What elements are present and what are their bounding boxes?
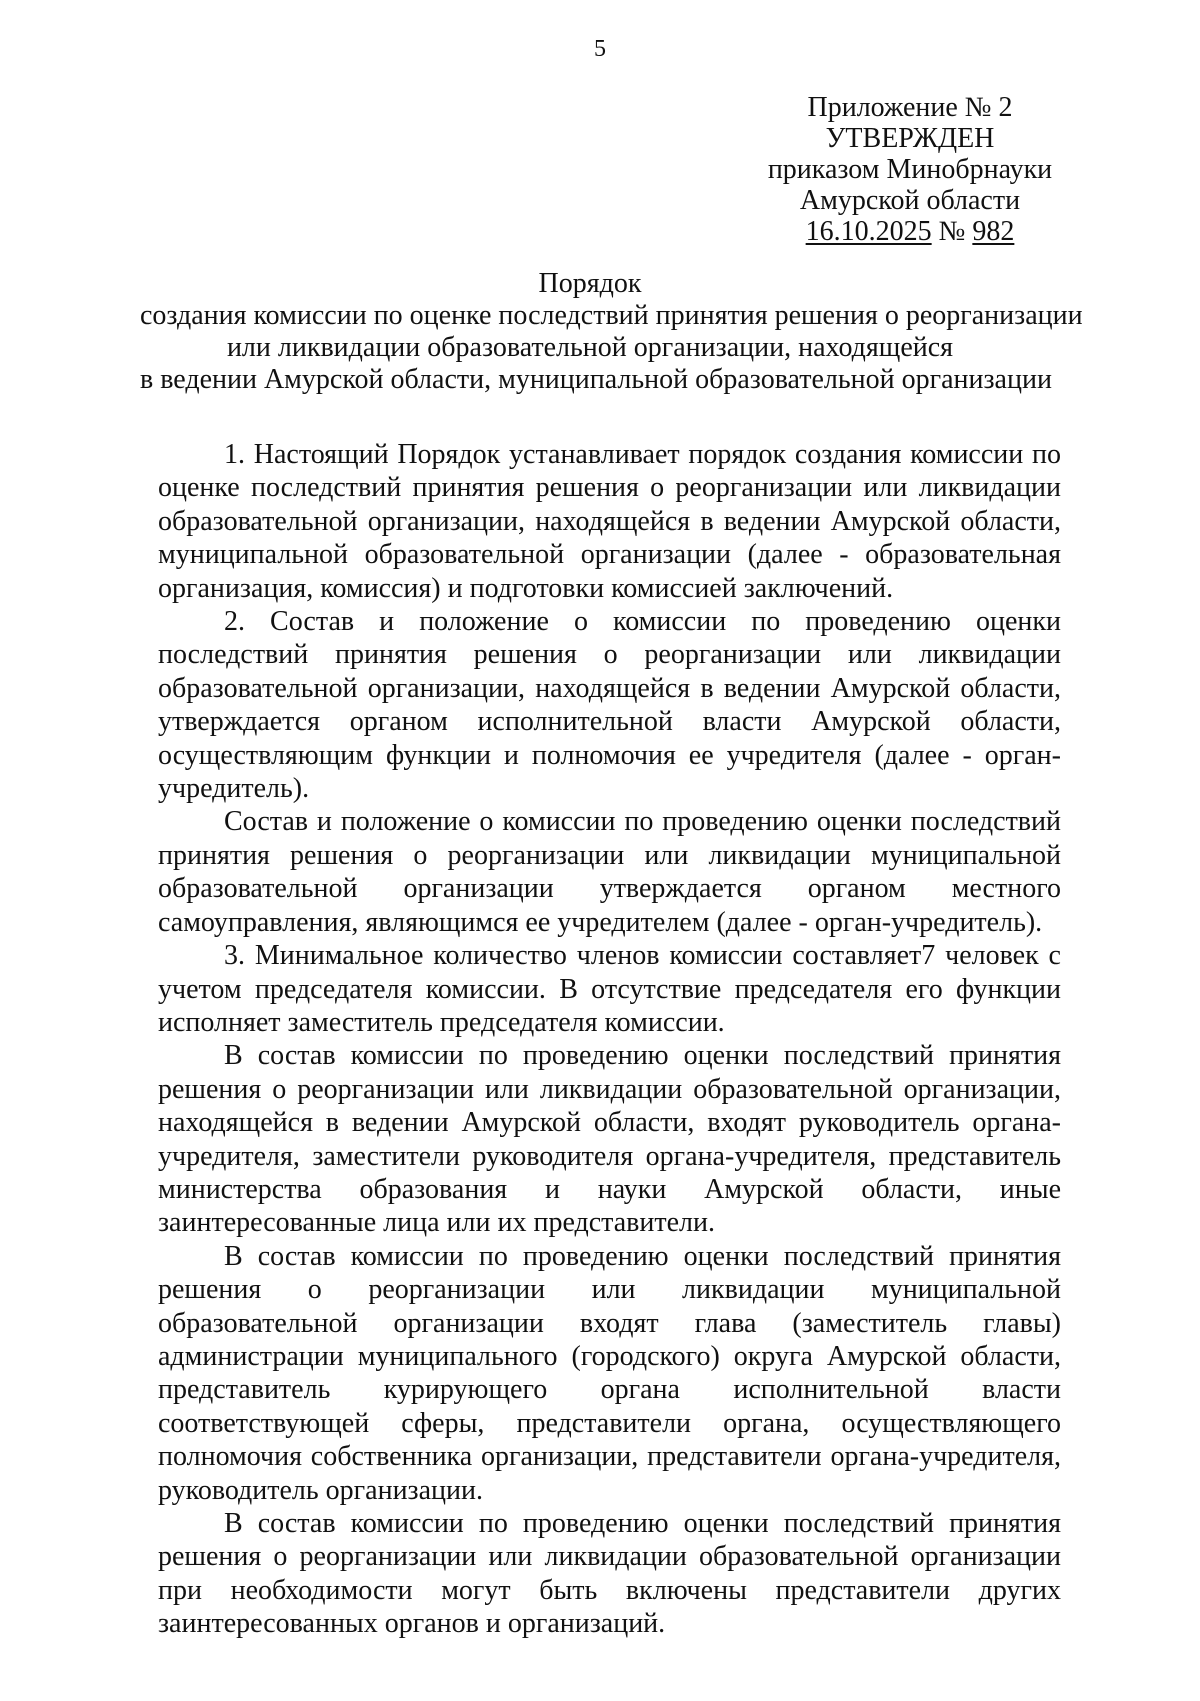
page-number: 5	[594, 36, 606, 62]
title-line: в ведении Амурской области, муниципальной образовательной организации	[140, 364, 1052, 395]
order-date: 16.10.2025	[805, 216, 932, 247]
order-label: приказом Минобрнауки	[767, 154, 1053, 185]
paragraph: 3. Минимальное количество членов комиссии составляет7 человек с учетом председателя комиссии. В отсутствие председателя его функции исполняет заместитель председателя комиссии.	[158, 940, 1061, 1038]
title-heading: Порядок	[538, 268, 642, 299]
order-number: 982	[972, 216, 1015, 247]
region-label: Амурской области	[799, 185, 1021, 216]
appendix-label: Приложение № 2	[807, 92, 1013, 123]
title-line: создания комиссии по оценке последствий принятия решения о реорганизации	[140, 300, 1083, 331]
title-line: или ликвидации образовательной организации, находящейся	[226, 332, 954, 363]
paragraph: 2. Состав и положение о комиссии по проведению оценки последствий принятия решения о реорганизации или ликвидации образовательной организации, находящейся в ведении Амурской области, утверждается органом исполнительной власти Амурской области, осуществляющим функции и полномочия ее учредителя (далее - орган-учредитель).	[158, 606, 1061, 805]
paragraph: В состав комиссии по проведению оценки последствий принятия решения о реорганизации или ликвидации образовательной организации, находящейся в ведении Амурской области, входят руководитель органа-учредителя, заместители руководителя органа-учредителя, представитель министерства образования и науки Амурской области, иные заинтересованные лица или их представители.	[158, 1040, 1061, 1239]
document-title	[140, 268, 1083, 396]
paragraph: Состав и положение о комиссии по проведению оценки последствий принятия решения о реорганизации или ликвидации муниципальной образовательной организации утверждается органом местного самоуправления, являющимся ее учредителем (далее - орган-учредитель).	[158, 806, 1061, 938]
order-date-number	[760, 216, 1060, 247]
number-sign: №	[931, 216, 973, 247]
approval-stamp-block	[760, 92, 1060, 247]
paragraph: В состав комиссии по проведению оценки последствий принятия решения о реорганизации или ликвидации образовательной организации при необходимости могут быть включены представители других заинтересованных органов и организаций.	[158, 1508, 1061, 1640]
paragraph: 1. Настоящий Порядок устанавливает порядок создания комиссии по оценке последствий принятия решения о реорганизации или ликвидации образовательной организации, находящейся в ведении Амурской области, муниципальной образовательной организации (далее - образовательная организация, комиссия) и подготовки комиссией заключений.	[158, 439, 1061, 604]
approved-label: УТВЕРЖДЕН	[825, 123, 995, 154]
document-body	[158, 438, 1061, 1641]
paragraph: В состав комиссии по проведению оценки последствий принятия решения о реорганизации или ликвидации муниципальной образовательной организации входят глава (заместитель главы) администрации муниципального (городского) округа Амурской области, представитель курирующего органа исполнительной власти соответствующей сферы, представители органа, осуществляющего полномочия собственника организации, представители органа-учредителя, руководитель организации.	[158, 1240, 1061, 1506]
